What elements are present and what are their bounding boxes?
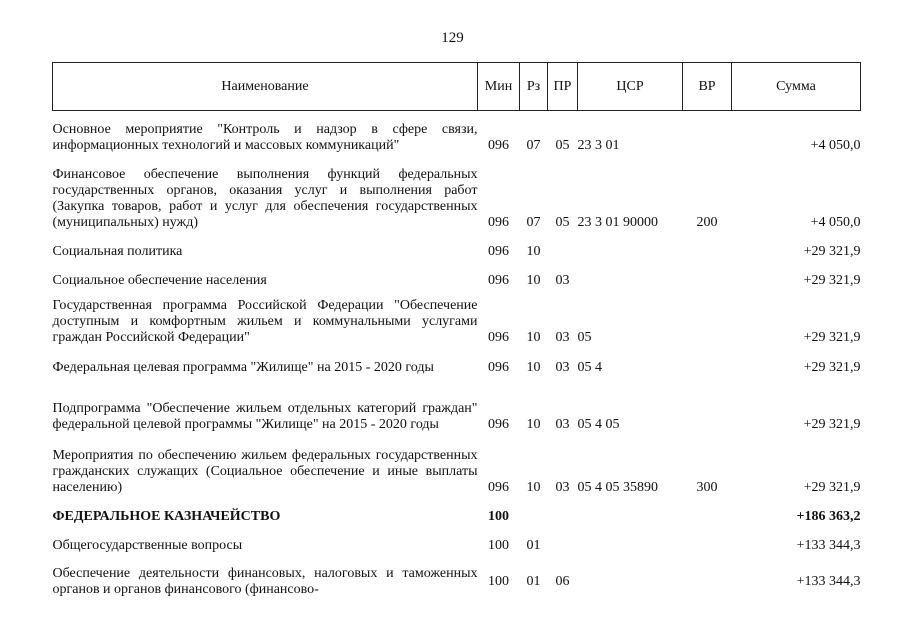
row-min: 096 bbox=[488, 272, 509, 288]
row-min: 100 bbox=[488, 537, 509, 553]
row-csr bbox=[578, 260, 683, 289]
row-csr bbox=[578, 525, 683, 554]
row-vr: 200 bbox=[696, 214, 718, 230]
row-pr: 05 bbox=[555, 214, 570, 230]
row-vr bbox=[683, 260, 732, 289]
row-min: 096 bbox=[488, 359, 509, 375]
row-name: ФЕДЕРАЛЬНОЕ КАЗНАЧЕЙСТВО bbox=[52, 508, 281, 524]
row-name: Общегосударственные вопросы bbox=[52, 537, 243, 553]
row-name: Социальная политика bbox=[52, 243, 183, 259]
row-pr: 03 bbox=[555, 272, 570, 288]
table-row bbox=[53, 260, 861, 289]
row-min: 096 bbox=[488, 137, 509, 153]
row-sum: +133 344,3 bbox=[796, 573, 861, 589]
table-row bbox=[53, 111, 861, 154]
row-vr bbox=[683, 289, 732, 346]
row-rz: 07 bbox=[526, 214, 541, 230]
row-rz: 01 bbox=[526, 537, 541, 553]
row-csr: 05 bbox=[577, 329, 592, 345]
row-min: 100 bbox=[488, 573, 509, 589]
row-rz: 10 bbox=[526, 359, 541, 375]
row-rz: 01 bbox=[526, 573, 541, 589]
row-name: Федеральная целевая программа "Жилище" на 2015 - 2020 годы bbox=[52, 359, 434, 375]
row-pr: 03 bbox=[555, 359, 570, 375]
row-csr: 05 4 05 35890 bbox=[577, 479, 658, 495]
row-min: 096 bbox=[488, 479, 509, 495]
row-vr bbox=[683, 346, 732, 376]
row-vr: 300 bbox=[696, 479, 718, 495]
row-rz: 10 bbox=[526, 243, 541, 259]
header-pr: ПР bbox=[548, 63, 578, 111]
row-sum: +29 321,9 bbox=[803, 243, 861, 259]
row-sum: +4 050,0 bbox=[810, 137, 861, 153]
header-vr: ВР bbox=[683, 63, 732, 111]
row-sum: +29 321,9 bbox=[803, 479, 861, 495]
row-sum: +29 321,9 bbox=[803, 416, 861, 432]
header-sum: Сумма bbox=[732, 63, 861, 111]
row-vr bbox=[683, 525, 732, 554]
row-rz bbox=[520, 496, 548, 525]
row-pr: 05 bbox=[555, 137, 570, 153]
header-rz: Рз bbox=[520, 63, 548, 111]
page-number: 129 bbox=[441, 30, 464, 46]
row-name: Социальное обеспечение населения bbox=[52, 272, 267, 288]
row-pr bbox=[548, 525, 578, 554]
row-rz: 07 bbox=[526, 137, 541, 153]
table-row bbox=[53, 525, 861, 554]
header-min: Мин bbox=[478, 63, 520, 111]
row-name: Государственная программа Российской Федерации "Обеспечение доступным и комфортным жильем и коммунальными услугами граждан Российской Федерации" bbox=[52, 297, 478, 345]
row-name: Обеспечение деятельности финансовых, налоговых и таможенных органов и органов финансового (финансово- bbox=[52, 565, 478, 597]
table-row bbox=[53, 496, 861, 525]
row-pr: 03 bbox=[555, 479, 570, 495]
table-row bbox=[53, 376, 861, 433]
row-csr: 05 4 05 bbox=[577, 416, 620, 432]
row-sum: +133 344,3 bbox=[796, 537, 861, 553]
table-row bbox=[53, 554, 861, 598]
row-sum: +4 050,0 bbox=[810, 214, 861, 230]
row-rz: 10 bbox=[526, 329, 541, 345]
row-csr: 23 3 01 bbox=[577, 137, 620, 153]
row-sum: +29 321,9 bbox=[803, 329, 861, 345]
budget-table bbox=[52, 62, 861, 598]
table-row bbox=[53, 289, 861, 346]
row-name: Финансовое обеспечение выполнения функций федеральных государственных органов, оказания услуг и выполнения работ (Закупка товаров, работ и услуг для обеспечения государственных (муниципальных) нужд) bbox=[52, 166, 478, 230]
row-sum: +186 363,2 bbox=[796, 508, 861, 524]
row-csr: 05 4 bbox=[577, 359, 602, 375]
row-min: 096 bbox=[488, 214, 509, 230]
header-csr: ЦСР bbox=[578, 63, 683, 111]
row-name: Подпрограмма "Обеспечение жильем отдельных категорий граждан" федеральной целевой программы "Жилище" на 2015 - 2020 годы bbox=[52, 400, 478, 432]
row-min: 096 bbox=[488, 329, 509, 345]
row-name: Мероприятия по обеспечению жильем федеральных государственных гражданских служащих (Социальное обеспечение и иные выплаты населению) bbox=[52, 447, 478, 495]
row-vr bbox=[683, 231, 732, 260]
row-vr bbox=[683, 554, 732, 598]
row-pr: 03 bbox=[555, 416, 570, 432]
row-pr: 06 bbox=[555, 573, 570, 589]
row-pr: 03 bbox=[555, 329, 570, 345]
table-row bbox=[53, 433, 861, 496]
row-sum: +29 321,9 bbox=[803, 272, 861, 288]
row-vr bbox=[683, 496, 732, 525]
table-row bbox=[53, 346, 861, 376]
row-sum: +29 321,9 bbox=[803, 359, 861, 375]
row-rz: 10 bbox=[526, 272, 541, 288]
row-csr bbox=[578, 496, 683, 525]
row-rz: 10 bbox=[526, 479, 541, 495]
row-min: 096 bbox=[488, 243, 509, 259]
row-csr: 23 3 01 90000 bbox=[577, 214, 658, 230]
table-header-row bbox=[53, 63, 861, 111]
row-vr bbox=[683, 376, 732, 433]
row-pr bbox=[548, 231, 578, 260]
row-pr bbox=[548, 496, 578, 525]
header-name: Наименование bbox=[53, 63, 478, 111]
row-name: Основное мероприятие "Контроль и надзор в сфере связи, информационных технологий и массовых коммуникаций" bbox=[52, 121, 478, 153]
row-min: 096 bbox=[488, 416, 509, 432]
row-rz: 10 bbox=[526, 416, 541, 432]
row-csr bbox=[578, 554, 683, 598]
row-csr bbox=[578, 231, 683, 260]
table-row bbox=[53, 154, 861, 231]
row-vr bbox=[683, 111, 732, 154]
row-min: 100 bbox=[488, 508, 509, 524]
table-row bbox=[53, 231, 861, 260]
